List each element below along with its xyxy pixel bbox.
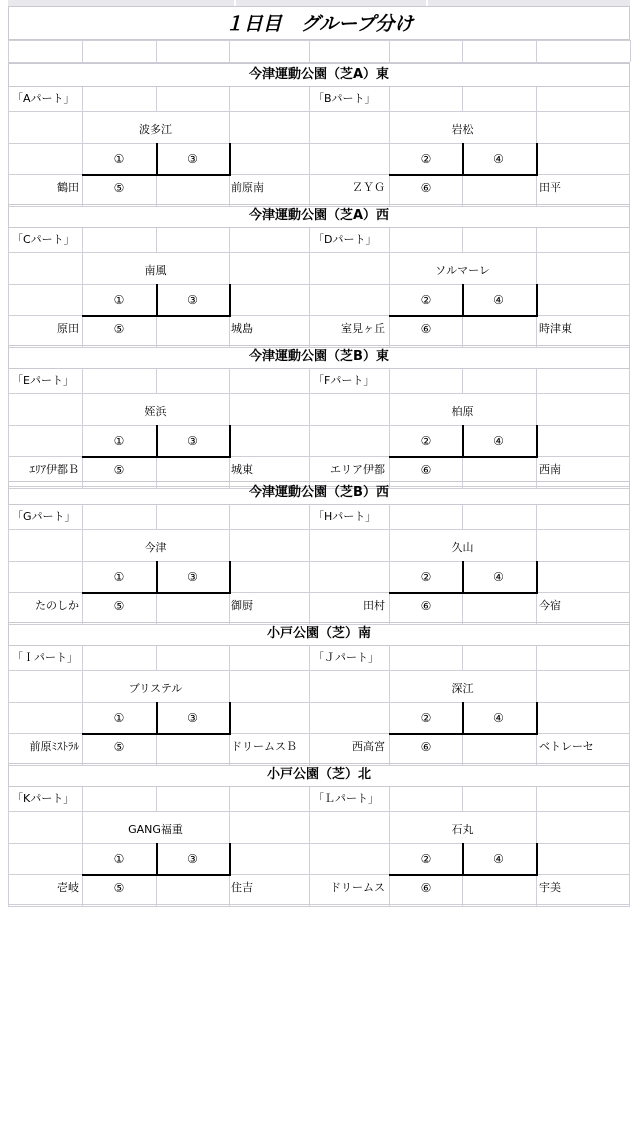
bracket-line <box>536 284 538 317</box>
grid-line <box>229 529 230 561</box>
grid-line <box>629 87 630 206</box>
grid-line <box>82 787 83 811</box>
grid-line <box>229 40 230 62</box>
grid-line <box>156 505 157 529</box>
grid-line <box>536 787 537 811</box>
team-left: 鶴田 <box>57 181 79 194</box>
team-right: 城島 <box>231 322 253 335</box>
match-number: ⑤ <box>113 181 125 195</box>
team-top: ブリステル <box>128 682 183 695</box>
bracket-line <box>229 425 231 458</box>
grid-line <box>536 228 537 252</box>
grid-line <box>536 369 537 393</box>
grid-line <box>309 369 310 393</box>
grid-line <box>536 393 537 425</box>
grid-line <box>536 505 537 529</box>
venue-header: 小戸公園（芝）北 <box>8 763 630 787</box>
part-label: 「Ｊパート」 <box>313 651 379 664</box>
part-label: 「Fパート」 <box>313 374 375 387</box>
match-number: ① <box>113 293 125 307</box>
bracket-line <box>536 143 538 176</box>
grid-line <box>229 505 230 529</box>
team-right: 時津東 <box>539 322 572 335</box>
grid-line <box>309 702 310 765</box>
team-right: 城東 <box>231 463 253 476</box>
grid-line <box>629 505 630 624</box>
match-number: ⑥ <box>420 740 432 754</box>
bracket-line <box>229 284 231 317</box>
team-top: 姪浜 <box>144 405 167 418</box>
match-number: ⑤ <box>113 599 125 613</box>
grid-line <box>309 425 310 488</box>
team-left: エリア伊都 <box>330 463 385 476</box>
grid-line <box>630 40 631 62</box>
match-number: ① <box>113 711 125 725</box>
part-label: 「Ｉパート」 <box>12 651 78 664</box>
bracket-line <box>229 843 231 876</box>
match-number: ⑥ <box>420 881 432 895</box>
grid-line <box>82 228 83 252</box>
grid-line <box>309 87 310 111</box>
match-number: ② <box>420 570 432 584</box>
match-number: ③ <box>187 570 198 584</box>
grid-line <box>309 561 310 624</box>
team-right: ドリームスＢ <box>231 740 297 753</box>
sheet-title: １日目 グループ分け <box>8 6 630 40</box>
grid-line <box>309 252 310 284</box>
grid-line <box>389 369 390 393</box>
grid-line <box>8 40 9 62</box>
team-left: ｴﾘｱ伊都Ｂ <box>29 463 79 476</box>
grid-line <box>389 228 390 252</box>
team-right: 今宿 <box>539 599 561 612</box>
match-number: ① <box>113 434 125 448</box>
match-number: ④ <box>493 711 504 725</box>
part-label: 「Gパート」 <box>12 510 76 523</box>
match-number: ④ <box>493 434 504 448</box>
match-number: ④ <box>493 570 504 584</box>
grid-line <box>389 646 390 670</box>
grid-line <box>229 646 230 670</box>
grid-line <box>629 787 630 906</box>
team-left: たのしか <box>35 599 79 612</box>
team-left: 室見ヶ丘 <box>341 322 385 335</box>
grid-line <box>309 505 310 529</box>
match-number: ① <box>113 852 125 866</box>
match-number: ⑤ <box>113 463 125 477</box>
team-left: ＺＹＧ <box>352 181 385 194</box>
grid-line <box>389 787 390 811</box>
grid-line <box>389 87 390 111</box>
venue-header: 今津運動公園（芝A）東 <box>8 63 630 87</box>
bracket-line <box>229 561 231 594</box>
team-top: 深江 <box>451 682 474 695</box>
match-number: ④ <box>493 293 504 307</box>
grid-line <box>309 529 310 561</box>
grid-line <box>309 646 310 670</box>
grid-line <box>536 670 537 702</box>
grid-line <box>462 787 463 811</box>
match-number: ③ <box>187 152 198 166</box>
part-label: 「Bパート」 <box>313 92 376 105</box>
grid-line <box>309 811 310 843</box>
match-number: ② <box>420 152 432 166</box>
match-number: ③ <box>187 293 198 307</box>
team-top: 波多江 <box>139 123 172 136</box>
grid-line <box>389 505 390 529</box>
team-left: 前原ﾐｽﾄﾗﾙ <box>29 740 79 753</box>
grid-line <box>82 40 83 62</box>
part-label: 「Cパート」 <box>12 233 75 246</box>
bracket-line <box>536 561 538 594</box>
grid-line <box>536 811 537 843</box>
team-top: 久山 <box>451 541 474 554</box>
part-label: 「Hパート」 <box>313 510 377 523</box>
grid-line <box>156 369 157 393</box>
team-left: 原田 <box>57 322 79 335</box>
part-label: 「Dパート」 <box>313 233 377 246</box>
grid-line <box>82 646 83 670</box>
match-number: ① <box>113 152 125 166</box>
grid-line <box>462 369 463 393</box>
match-number: ③ <box>187 852 198 866</box>
grid-line <box>229 787 230 811</box>
match-number: ④ <box>493 852 504 866</box>
team-right: 御厨 <box>231 599 253 612</box>
match-number: ③ <box>187 711 198 725</box>
grid-line <box>309 111 310 143</box>
grid-line <box>156 40 157 62</box>
grid-line <box>389 40 390 62</box>
grid-line <box>229 111 230 143</box>
grid-line <box>536 111 537 143</box>
match-number: ② <box>420 434 432 448</box>
team-right: 田平 <box>539 181 561 194</box>
grid-line <box>462 40 463 62</box>
team-right: ベトレーセ <box>539 740 594 753</box>
grid-line <box>309 393 310 425</box>
match-number: ② <box>420 293 432 307</box>
grid-line <box>462 505 463 529</box>
match-number: ② <box>420 852 432 866</box>
grid-line <box>536 529 537 561</box>
bracket-line <box>536 425 538 458</box>
team-right: 宇美 <box>539 881 561 894</box>
venue-header: 今津運動公園（芝A）西 <box>8 204 630 228</box>
grid-line <box>82 87 83 111</box>
team-top: 今津 <box>144 541 167 554</box>
grid-line <box>462 646 463 670</box>
grid-line <box>462 87 463 111</box>
grid-line <box>536 252 537 284</box>
grid-line <box>462 228 463 252</box>
bracket-line <box>229 143 231 176</box>
grid-line <box>309 143 310 206</box>
team-left: ドリームス <box>330 881 385 894</box>
grid-line <box>82 505 83 529</box>
match-number: ⑤ <box>113 740 125 754</box>
grid-line <box>82 369 83 393</box>
venue-header: 今津運動公園（芝B）西 <box>8 481 630 505</box>
grid-line <box>229 670 230 702</box>
grid-line <box>309 228 310 252</box>
grid-line <box>229 228 230 252</box>
grid-line <box>536 87 537 111</box>
team-right: 住吉 <box>231 881 253 894</box>
part-label: 「Ｌパート」 <box>313 792 379 805</box>
team-top: 岩松 <box>451 123 474 136</box>
team-right: 西南 <box>539 463 561 476</box>
match-number: ① <box>113 570 125 584</box>
grid-line <box>309 787 310 811</box>
part-label: 「Eパート」 <box>12 374 74 387</box>
match-number: ⑤ <box>113 322 125 336</box>
grid-line <box>629 646 630 765</box>
grid-line <box>309 843 310 906</box>
grid-line <box>8 906 630 907</box>
grid-line <box>536 40 537 62</box>
bracket-line <box>229 702 231 735</box>
team-top: 柏原 <box>451 405 474 418</box>
grid-line <box>156 228 157 252</box>
team-left: 田村 <box>363 599 385 612</box>
match-number: ④ <box>493 152 504 166</box>
match-number: ⑤ <box>113 881 125 895</box>
bracket-line <box>536 843 538 876</box>
grid-line <box>229 87 230 111</box>
grid-line <box>156 646 157 670</box>
grid-line <box>309 40 310 62</box>
team-top: 石丸 <box>451 823 474 836</box>
grid-line <box>229 369 230 393</box>
venue-header: 小戸公園（芝）南 <box>8 622 630 646</box>
team-left: 壱岐 <box>57 881 79 894</box>
grid-line <box>536 646 537 670</box>
venue-header: 今津運動公園（芝B）東 <box>8 345 630 369</box>
match-number: ⑥ <box>420 181 432 195</box>
grid-line <box>309 284 310 347</box>
match-number: ⑥ <box>420 599 432 613</box>
grid-line <box>629 369 630 488</box>
grid-line <box>229 393 230 425</box>
match-number: ③ <box>187 434 198 448</box>
bracket-line <box>536 702 538 735</box>
team-top: ソルマーレ <box>435 264 490 277</box>
grid-line <box>309 670 310 702</box>
part-label: 「Kパート」 <box>12 792 75 805</box>
match-number: ② <box>420 711 432 725</box>
grid-line <box>629 228 630 347</box>
team-left: 西高宮 <box>352 740 385 753</box>
part-label: 「Aパート」 <box>12 92 75 105</box>
match-number: ⑥ <box>420 322 432 336</box>
grid-line <box>229 811 230 843</box>
grid-line <box>156 787 157 811</box>
grid-line <box>229 252 230 284</box>
team-top: 南風 <box>144 264 167 277</box>
grid-line <box>156 87 157 111</box>
team-top: GANG福重 <box>128 823 183 836</box>
team-right: 前原南 <box>231 181 264 194</box>
match-number: ⑥ <box>420 463 432 477</box>
